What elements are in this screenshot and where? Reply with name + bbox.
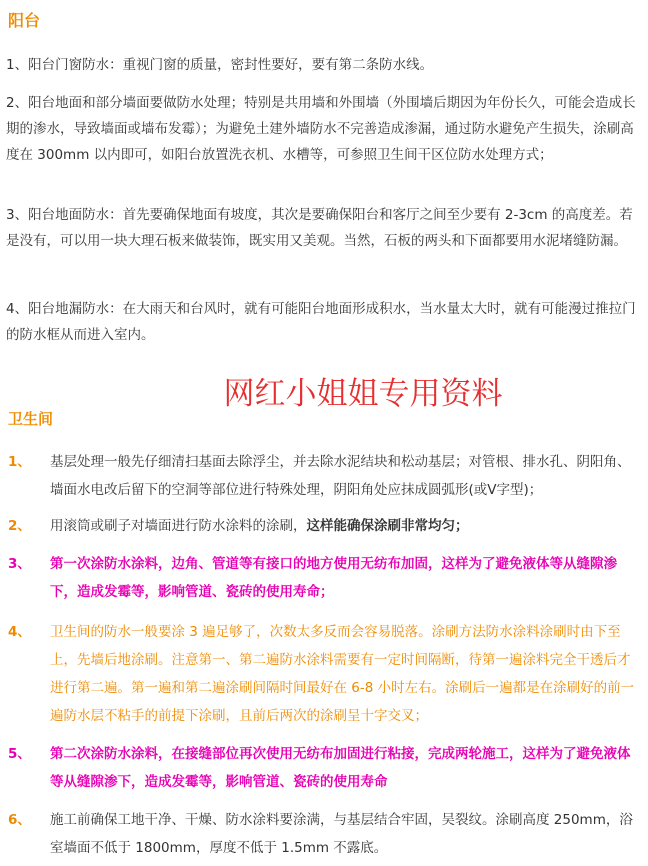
- balcony-item-2: 2、阳台地面和部分墙面要做防水处理；特别是共用墙和外围墙（外围墙后期因为年份长久，可能会造成长期的渗水，导致墙面或墙布发霉）；为避免土建外墙防水不完善造成渗漏，通过防水避免产生损失，涂刷高度在 300mm 以内即可，如阳台放置洗衣机、水槽等，可参照卫生间干区位防水处理方式；: [6, 95, 636, 163]
- item-text: 第一次涂防水涂料，边角、管道等有接口的地方使用无纺布加固，这样为了避免液体等从缝隙渗下，造成发霉等，影响管道、瓷砖的使用寿命；: [50, 556, 617, 600]
- balcony-item-4: 4、阳台地漏防水：在大雨天和台风时，就有可能阳台地面形成积水，当水量太大时，就有可能漫过推拉门的防水框从而进入室内。: [6, 301, 636, 343]
- item-number: 6、: [8, 812, 31, 828]
- item-number: 2、: [8, 518, 31, 534]
- item-number: 1、: [8, 454, 31, 470]
- item-text: 用滚筒或刷子对墙面进行防水涂料的涂刷，: [50, 518, 307, 534]
- item-text: 施工前确保工地干净、干燥、防水涂料要涂满，与基层结合牢固，吴裂纹。涂刷高度 250mm，浴 室墙面不低于 1800mm，厚度不低于 1.5mm 不露底。: [50, 812, 633, 856]
- item-text: 基层处理一般先仔细清扫基面去除浮尘，并去除水泥结块和松动基层；对管根、排水孔、阴阳角、墙面水电改后留下的空洞等部位进行特殊处理，阴阳角处应抹成圆弧形(或V字型)；: [50, 454, 631, 498]
- balcony-item-3: 3、阳台地面防水：首先要确保地面有坡度，其次是要确保阳台和客厅之间至少要有 2-3cm 的高度差。若是没有，可以用一块大理石板来做装饰，既实用又美观。当然，石板的两头和下面都要用水泥堵缝防漏。: [6, 207, 633, 249]
- item-number: 3、: [8, 556, 31, 572]
- item-text: 第二次涂防水涂料，在接缝部位再次使用无纺布加固进行粘接，完成两轮施工，这样为了避免液体等从缝隙渗下，造成发霉等，影响管道、瓷砖的使用寿命: [50, 746, 631, 790]
- item-text-bold: 这样能确保涂刷非常均匀；: [306, 518, 469, 534]
- bathroom-section-title: 卫生间: [8, 410, 54, 428]
- balcony-item-1: 1、阳台门窗防水：重视门窗的质量，密封性要好，要有第二条防水线。: [6, 57, 434, 73]
- watermark-banner: 网红小姐姐专用资料: [223, 376, 503, 412]
- item-text: 卫生间的防水一般要涂 3 遍足够了，次数太多反而会容易脱落。涂刷方法防水涂料涂刷时由下至上，先墙后地涂刷。注意第一、第二遍防水涂料需要有一定时间隔断，待第一遍涂料完全干透后才进行第二遍。第一遍和第二遍涂刷间隔时间最好在 6-8 小时左右。涂刷后一遍都是在涂刷好的前一遍防水层不粘手的前提下涂刷，且前后两次的涂刷呈十字交叉；: [50, 624, 635, 724]
- item-text-wrap: [50, 512, 636, 540]
- item-number: 5、: [8, 746, 31, 762]
- item-number: 4、: [8, 624, 31, 640]
- balcony-section-title: 阳台: [8, 11, 41, 30]
